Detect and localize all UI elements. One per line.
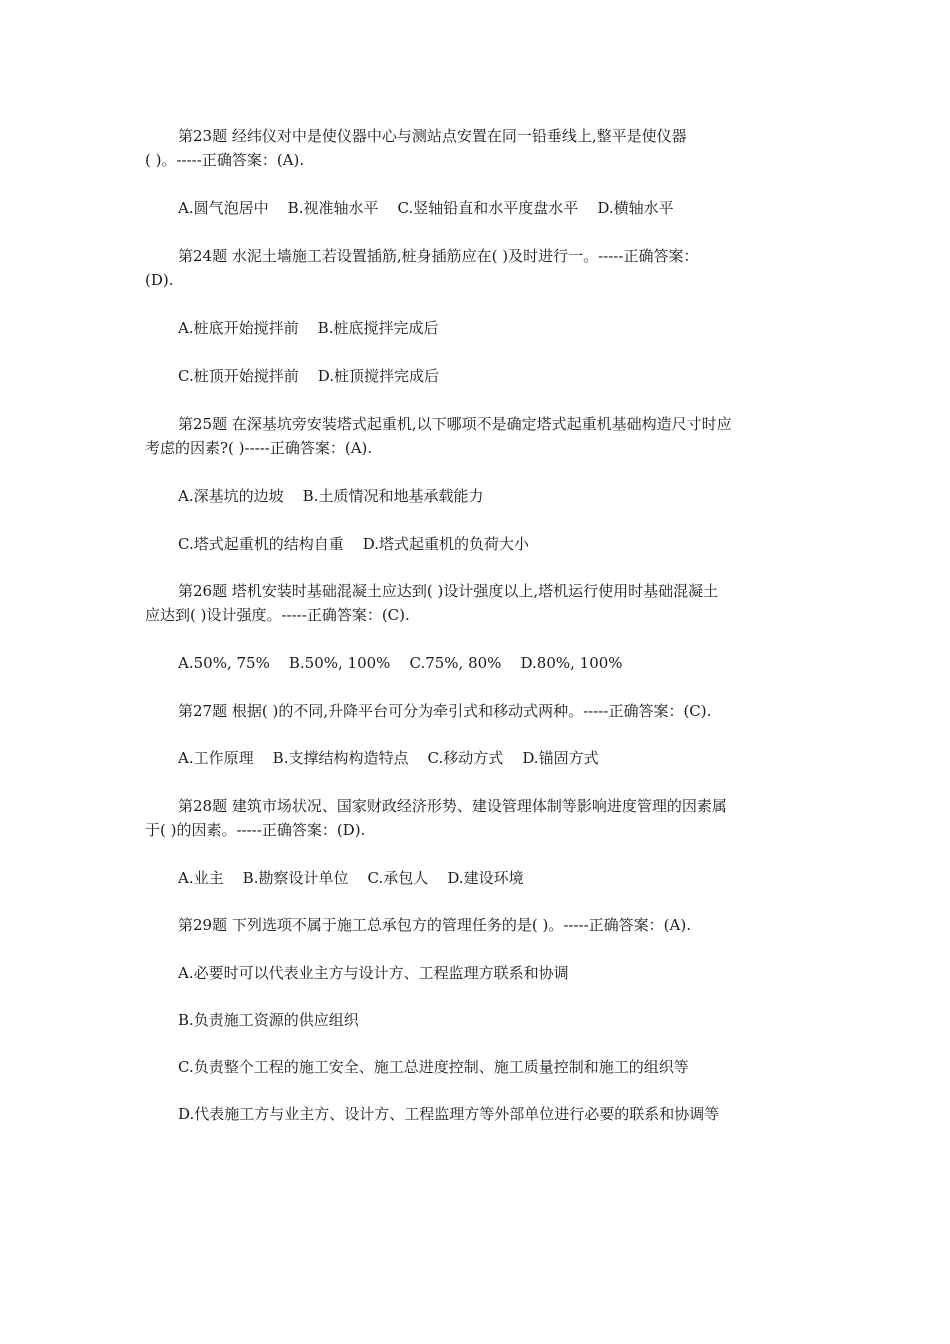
question-23-line-2: ( )。-----正确答案：(A). (145, 151, 305, 169)
question-25-options-2: C.塔式起重机的结构自重 D.塔式起重机的负荷大小 (178, 535, 530, 553)
question-27-line-1: 第27题 根据( )的不同,升降平台可分为牵引式和移动式两种。-----正确答案：(C). (178, 702, 712, 720)
question-25-line-1: 第25题 在深基坑旁安装塔式起重机,以下哪项不是确定塔式起重机基础构造尺寸时应 (178, 415, 732, 433)
question-29-option-c: C.负责整个工程的施工安全、施工总进度控制、施工质量控制和施工的组织等 (178, 1058, 689, 1076)
question-28-line-1: 第28题 建筑市场状况、国家财政经济形势、建设管理体制等影响进度管理的因素属 (178, 797, 727, 815)
question-28-line-2: 于( )的因素。-----正确答案：(D). (145, 821, 366, 839)
question-23-line-1: 第23题 经纬仪对中是使仪器中心与测站点安置在同一铅垂线上,整平是使仪器 (178, 127, 687, 145)
question-29-line-1: 第29题 下列选项不属于施工总承包方的管理任务的是( )。-----正确答案：(A). (178, 916, 691, 934)
question-26-options: A.50%, 75% B.50%, 100% C.75%, 80% D.80%, 100% (178, 654, 623, 672)
question-29-option-b: B.负责施工资源的供应组织 (178, 1011, 359, 1029)
question-28-options: A.业主 B.勘察设计单位 C.承包人 D.建设环境 (178, 869, 524, 887)
question-29-option-a: A.必要时可以代表业主方与设计方、工程监理方联系和协调 (178, 964, 569, 982)
question-25-options-1: A.深基坑的边坡 B.土质情况和地基承载能力 (178, 487, 484, 505)
question-27-options: A.工作原理 B.支撑结构构造特点 C.移动方式 D.锚固方式 (178, 749, 599, 767)
question-24-options-1: A.桩底开始搅拌前 B.桩底搅拌完成后 (178, 319, 439, 337)
question-24-line-2: (D). (145, 271, 174, 289)
question-29-option-d: D.代表施工方与业主方、设计方、工程监理方等外部单位进行必要的联系和协调等 (178, 1105, 720, 1123)
question-23-options: A.圆气泡居中 B.视准轴水平 C.竖轴铅直和水平度盘水平 D.横轴水平 (178, 199, 674, 217)
question-24-options-2: C.桩顶开始搅拌前 D.桩顶搅拌完成后 (178, 367, 440, 385)
question-24-line-1: 第24题 水泥土墙施工若设置插筋,桩身插筋应在( )及时进行一。-----正确答案： (178, 247, 699, 265)
question-26-line-2: 应达到( )设计强度。-----正确答案：(C). (145, 606, 410, 624)
question-26-line-1: 第26题 塔机安装时基础混凝土应达到( )设计强度以上,塔机运行使用时基础混凝土 (178, 582, 719, 600)
question-25-line-2: 考虑的因素?( )-----正确答案：(A). (145, 439, 373, 457)
